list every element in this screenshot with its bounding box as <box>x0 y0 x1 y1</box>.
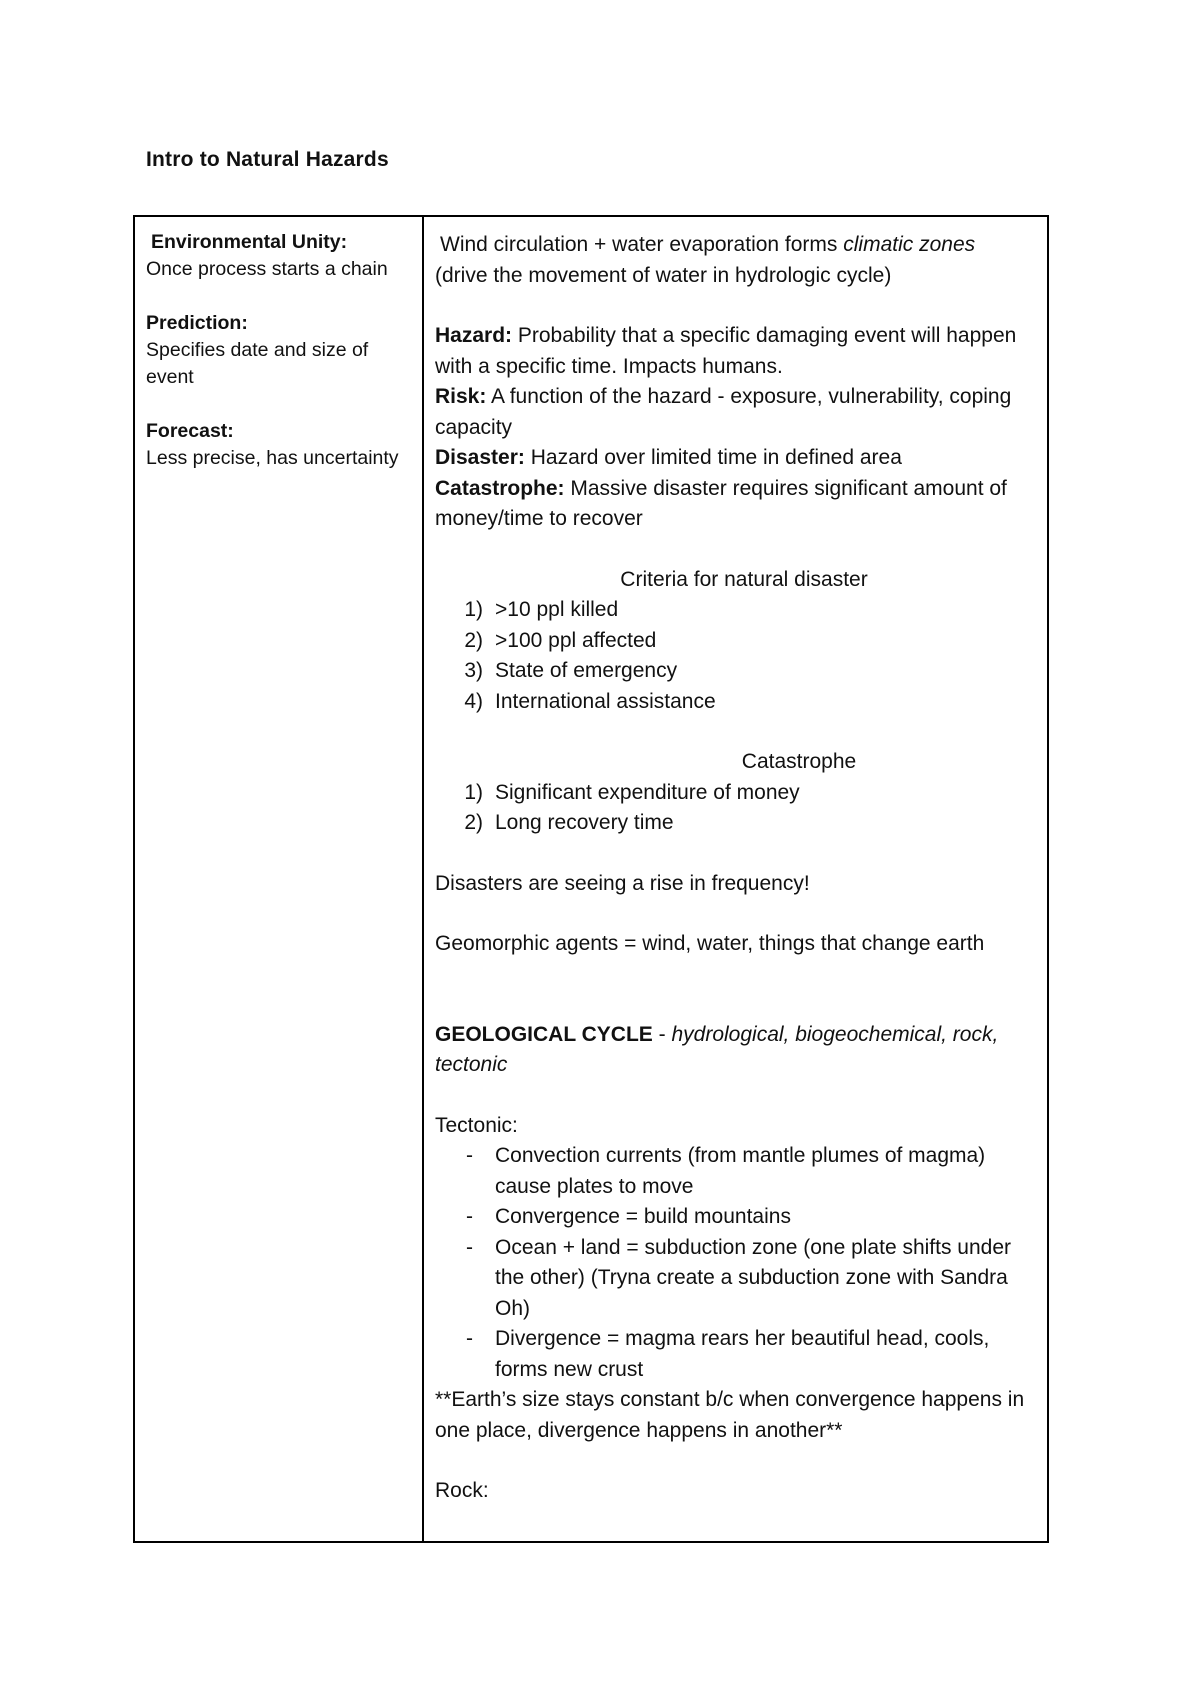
rise-text: Disasters are seeing a rise in frequency! <box>435 871 810 895</box>
catastrophe-title: Catastrophe <box>741 750 857 773</box>
list-text: >100 ppl affected <box>495 628 657 652</box>
list-item <box>435 656 1033 687</box>
right-column <box>424 217 1047 1541</box>
list-dash: - <box>466 1327 473 1350</box>
list-item <box>435 1141 1033 1202</box>
notes-table <box>133 215 1049 1543</box>
definition-term: Risk: <box>435 385 487 408</box>
list-item <box>435 626 1033 657</box>
definition-risk <box>435 382 1033 443</box>
list-number: 1) <box>464 598 483 621</box>
rock-label: Rock: <box>435 1479 489 1502</box>
definition-disaster <box>435 443 1033 474</box>
list-item <box>435 1233 1033 1325</box>
definition-term: Hazard: <box>435 324 513 347</box>
definition-text: A function of the hazard - exposure, vulnerability, coping capacity <box>435 385 1012 439</box>
list-item <box>435 1202 1033 1233</box>
left-column <box>135 217 424 1541</box>
earth-note: **Earth’s size stays constant b/c when convergence happens in one place, divergence happens in another** <box>435 1388 1025 1442</box>
list-text: Convergence = build mountains <box>495 1205 791 1228</box>
list-item <box>435 808 1033 839</box>
definition-term: Catastrophe: <box>435 476 565 500</box>
list-dash: - <box>466 1235 473 1259</box>
list-number: 4) <box>464 689 483 713</box>
environmental-unity-label: Environmental Unity: <box>151 231 348 253</box>
list-item <box>435 595 1033 626</box>
list-text: Divergence = magma rears her beautiful head, cools, forms new crust <box>495 1327 990 1381</box>
intro-italic: climatic zones <box>843 233 976 256</box>
prediction-text: Specifies date and size of event <box>146 339 369 388</box>
list-number: 2) <box>464 628 483 652</box>
forecast-text: Less precise, has uncertainty <box>146 447 399 469</box>
list-number: 3) <box>464 659 483 682</box>
geological-cycle <box>435 1020 1033 1081</box>
list-dash: - <box>466 1144 473 1167</box>
document-title: Intro to Natural Hazards <box>146 148 389 171</box>
list-number: 2) <box>464 811 483 834</box>
definition-text: Hazard over limited time in defined area <box>524 446 902 469</box>
environmental-unity-text: Once process starts a chain <box>146 258 388 280</box>
prediction-label: Prediction: <box>146 312 248 334</box>
geological-cycle-types: hydrological, biogeochemical, rock, tectonic <box>435 1022 999 1076</box>
criteria-title: Criteria for natural disaster <box>620 567 868 591</box>
tectonic-label: Tectonic: <box>435 1113 518 1137</box>
catastrophe-list <box>435 778 1033 839</box>
definition-text: Probability that a specific damaging event will happen with a specific time. Impacts humans. <box>435 324 1017 378</box>
list-text: Significant expenditure of money <box>495 780 800 804</box>
list-text: State of emergency <box>495 659 678 682</box>
geological-cycle-sep: - <box>652 1022 672 1046</box>
intro-paragraph-cont: (drive the movement of water in hydrologic cycle) <box>435 263 892 287</box>
criteria-list <box>435 595 1033 717</box>
list-item <box>435 687 1033 718</box>
tectonic-list <box>435 1141 1033 1385</box>
list-text: International assistance <box>495 689 716 713</box>
list-item <box>435 1324 1033 1385</box>
definition-hazard <box>435 321 1033 382</box>
list-text: Ocean + land = subduction zone (one plate shifts under the other) (Tryna create a subduction zone with Sandra Oh) <box>495 1235 1012 1320</box>
definition-term: Disaster: <box>435 446 525 469</box>
intro-paragraph <box>435 230 1033 261</box>
intro-text: Wind circulation + water evaporation forms <box>440 233 844 256</box>
list-item <box>435 778 1033 809</box>
definition-catastrophe <box>435 474 1033 535</box>
list-text: >10 ppl killed <box>495 598 619 621</box>
list-text: Convection currents (from mantle plumes of magma) cause plates to move <box>495 1144 986 1198</box>
list-text: Long recovery time <box>495 811 674 834</box>
list-number: 1) <box>464 780 483 804</box>
list-dash: - <box>466 1205 473 1228</box>
forecast-label: Forecast: <box>146 420 234 442</box>
geomorphic-text: Geomorphic agents = wind, water, things that change earth <box>435 932 985 955</box>
geological-cycle-label: GEOLOGICAL CYCLE <box>435 1022 653 1046</box>
definition-text: Massive disaster requires significant amount of money/time to recover <box>435 476 1007 530</box>
